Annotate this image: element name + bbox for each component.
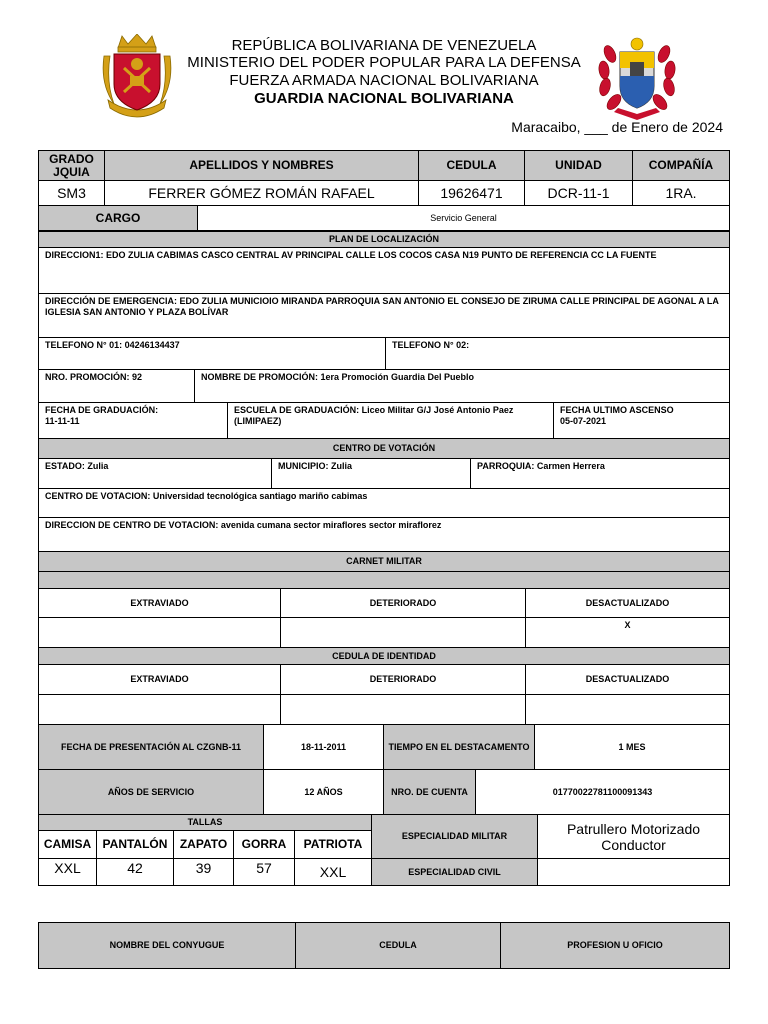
tallas-title: TALLAS (38, 814, 372, 831)
header-gorra: GORRA (233, 830, 295, 859)
fecha-graduacion-value: 11-11-11 (45, 416, 80, 426)
talla-patriota: XXL (294, 858, 372, 886)
votacion-centro: CENTRO DE VOTACION: Universidad tecnológica santiago mariño cabimas (38, 488, 730, 518)
header-fanb: FUERZA ARMADA NACIONAL BOLIVARIANA (229, 72, 539, 89)
header-compania: COMPAÑÍA (632, 150, 730, 181)
especialidad-militar-label: ESPECIALIDAD MILITAR (371, 814, 538, 859)
header-zapato: ZAPATO (173, 830, 234, 859)
telefono2: TELEFONO N° 02: (385, 337, 730, 370)
fecha-graduacion (38, 402, 228, 439)
telefono1: TELEFONO N° 01: 04246134437 (38, 337, 386, 370)
conyugue-nombre-header: NOMBRE DEL CONYUGUE (38, 922, 296, 969)
ultimo-ascenso (553, 402, 730, 439)
nro-promocion: NRO. PROMOCIÓN: 92 (38, 369, 195, 403)
header-unidad: UNIDAD (524, 150, 633, 181)
fecha-presentacion-label: FECHA DE PRESENTACIÓN AL CZGNB-11 (38, 724, 264, 770)
cargo-label: CARGO (38, 205, 198, 231)
votacion-estado: ESTADO: Zulia (38, 458, 272, 489)
carnet-deteriorado: DETERIORADO (280, 588, 526, 618)
cedula-deteriorado-mark (280, 694, 526, 725)
direccion1: DIRECCION1: EDO ZULIA CABIMAS CASCO CENTRAL AV PRINCIPAL CALLE LOS COCOS CASA N19 PUNTO DE REFERENCIA CC LA FUENTE (38, 247, 730, 294)
cedula-desactualizado: DESACTUALIZADO (525, 664, 730, 695)
votacion-title: CENTRO DE VOTACIÓN (38, 438, 730, 459)
carnet-desactualizado: DESACTUALIZADO (525, 588, 730, 618)
header-nombres: APELLIDOS Y NOMBRES (104, 150, 419, 181)
ultimo-ascenso-value: 05-07-2021 (560, 416, 607, 426)
ultimo-ascenso-label: FECHA ULTIMO ASCENSO (560, 405, 674, 415)
nombre-promocion: NOMBRE DE PROMOCIÓN: 1era Promoción Guardia Del Pueblo (194, 369, 730, 403)
header-camisa: CAMISA (38, 830, 97, 859)
especialidad-civil-label: ESPECIALIDAD CIVIL (371, 858, 538, 886)
talla-zapato: 39 (173, 858, 234, 886)
cargo-value: Servicio General (197, 205, 730, 231)
direccion-emergencia: DIRECCIÓN DE EMERGENCIA: EDO ZULIA MUNICIOIO MIRANDA PARROQUIA SAN ANTONIO EL CONSEJO DE ZIRUMA CALLE PRINCIPAL DE AGONAL A LA IGLESIA SAN ANTONIO Y PLAZA BOLÍVAR (38, 293, 730, 338)
carnet-deteriorado-mark (280, 617, 526, 648)
header-ministry: MINISTERIO DEL PODER POPULAR PARA LA DEFENSA (187, 54, 581, 71)
escuela-graduacion-extra: (LIMIPAEZ) (234, 416, 282, 426)
grado-value: SM3 (38, 180, 105, 206)
header-gnb: GUARDIA NACIONAL BOLIVARIANA (254, 90, 514, 107)
cedula-deteriorado: DETERIORADO (280, 664, 526, 695)
escuela-graduacion-label: ESCUELA DE GRADUACIÓN: Liceo Militar G/J José Antonio Paez (234, 405, 514, 415)
header-grado: GRADO JQUIA (38, 150, 105, 181)
talla-pantalon: 42 (96, 858, 174, 886)
header-patriota: PATRIOTA (294, 830, 372, 859)
carnet-title: CARNET MILITAR (38, 551, 730, 572)
carnet-desactualizado-x: X (624, 620, 631, 630)
header-cedula: CEDULA (418, 150, 525, 181)
nro-cuenta-label: NRO. DE CUENTA (383, 769, 476, 815)
carnet-extraviado-mark (38, 617, 281, 648)
nro-cuenta-value: 01770022781100091343 (475, 769, 730, 815)
unidad-value: DCR-11-1 (524, 180, 633, 206)
tiempo-destacamento-label: TIEMPO EN EL DESTACAMENTO (383, 724, 535, 770)
talla-gorra: 57 (233, 858, 295, 886)
localizacion-title: PLAN DE LOCALIZACIÓN (38, 231, 730, 248)
cedula-identidad-title: CEDULA DE IDENTIDAD (38, 647, 730, 665)
votacion-parroquia: PARROQUIA: Carmen Herrera (470, 458, 730, 489)
place-date: Maracaibo, ___ de Enero de 2024 (511, 119, 723, 135)
conyugue-profesion-header: PROFESION U OFICIO (500, 922, 730, 969)
especialidad-civil-value (537, 858, 730, 886)
nombres-value: FERRER GÓMEZ ROMÁN RAFAEL (104, 180, 419, 206)
fecha-graduacion-label: FECHA DE GRADUACIÓN: (45, 405, 159, 415)
carnet-spacer (38, 571, 730, 589)
fecha-presentacion-value: 18-11-2011 (263, 724, 384, 770)
carnet-desactualizado-mark (525, 617, 730, 648)
anos-servicio-value: 12 AÑOS (263, 769, 384, 815)
talla-camisa: XXL (38, 858, 97, 886)
cedula-extraviado: EXTRAVIADO (38, 664, 281, 695)
votacion-municipio: MUNICIPIO: Zulia (271, 458, 471, 489)
carnet-extraviado: EXTRAVIADO (38, 588, 281, 618)
cedula-extraviado-mark (38, 694, 281, 725)
header-pantalon: PANTALÓN (96, 830, 174, 859)
anos-servicio-label: AÑOS DE SERVICIO (38, 769, 264, 815)
compania-value: 1RA. (632, 180, 730, 206)
escuela-graduacion (227, 402, 554, 439)
tiempo-destacamento-value: 1 MES (534, 724, 730, 770)
header-republic: REPÚBLICA BOLIVARIANA DE VENEZUELA (231, 37, 537, 54)
votacion-direccion: DIRECCION DE CENTRO DE VOTACION: avenida cumana sector miraflores sector miraflorez (38, 517, 730, 552)
especialidad-militar-value: Patrullero Motorizado Conductor (537, 814, 730, 859)
cedula-value: 19626471 (418, 180, 525, 206)
conyugue-cedula-header: CEDULA (295, 922, 501, 969)
cedula-desactualizado-mark (525, 694, 730, 725)
